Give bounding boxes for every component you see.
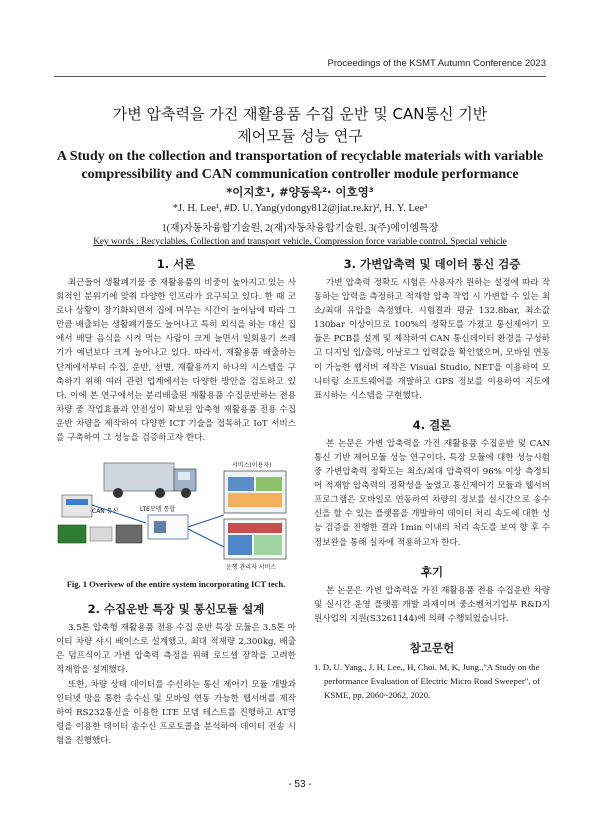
can-module-icon <box>62 495 92 517</box>
controller-board-icon <box>58 525 142 543</box>
korean-title-line2: 제어모듈 성능 연구 <box>237 127 363 145</box>
korean-title-line1: 가변 압축력을 가진 재활용품 수집 운반 및 CAN통신 기반 <box>112 105 488 123</box>
references-heading: 참고문헌 <box>409 640 455 655</box>
reference-item: 1. D, U. Yang., J, H, Lee., H, Choi. M, K, Jung.,"A Study on the performance Evaluation of Electric Micro Road Sweeper", of KSME, pp. 2060~2062, 2020. <box>314 661 541 700</box>
section2-paragraph2: 또한, 차량 상태 데이터를 수신하는 통신 제어기 모듈 개발과 인터넷 망을 통한 송수신 및 모바일 연동 가능한 웹서버를 제작하여 RS232통신을 이용한 LTE 모뎀 테스트를 진행하고 AT명령을 이용한 데이터 송수신 프로토콜을 분석하여 데이터 전송 시험을 진행했다. <box>56 679 296 746</box>
english-title: A Study on the collection and transportation of recyclable materials with variable compressibility and CAN communication controller module performance <box>56 149 544 182</box>
page-number: - 53 - <box>288 779 312 790</box>
management-monitor-icon <box>224 519 286 559</box>
can-label: CAN 통신 <box>92 508 119 516</box>
section3-paragraph: 가변 압축력 정확도 시험은 사용자가 원하는 설정에 따라 작동하는 압력을 측정하고 적재함 압축 작업 시 가변할 수 있는 최소/최대 유압을 측정했다. 시험결과 평균 132.8bar, 최소값 130bar 이상이므로 100%의 정확도를 가졌고 통신제어기 모듈은 PCB를 설계 및 제작하여 CAN 통신데이터 환경을 구성하고 디지털 입/출력, 아날로그 입력값을 확인했으며, 모바일 연동이 가능한 웹서버 제작은 Visual Studio, NET을 이용하여 모니터링 소프트웨어를 개발하고 GPS 정보를 이용하여 지도에 표시하는 시스템을 구현했다. <box>314 278 550 401</box>
conference-header: Proceedings of the KSMT Autumn Conference 2023 <box>327 58 546 69</box>
authors-english: *J. H. Lee¹, #D. U. Yang(ydongy812@jiat.re.kr)², H. Y. Lee³ <box>172 203 428 214</box>
system-figure <box>56 455 296 573</box>
section-heading-2: 2. 수집운반 특장 및 통신모듈 설계 <box>87 602 265 617</box>
section4-paragraph: 본 논문은 가변 압축력을 가진 재활용품 수집운반 및 CAN통신 기반 제어모듈 성능 연구이다. 특장 모듈에 대한 성능시험 중 가변압축력 정확도는 최소/최대 압축력이 96% 이상 측정되어 적재함 압축력의 정확성을 높였고 통신제어기 모듈과 웹서버 프로그램은 모바일로 연동하여 차량의 정보를 실시간으로 송수신을 할 수 있는 플랫폼을 개발하여 데이터 처리 속도에 대한 성능 검증을 진행한 결과 1min 이내의 처리 속도를 보여 향 후 수정보완을 통해 실차에 적용하고자 한다. <box>314 438 550 548</box>
section-heading-intro: 1. 서론 <box>156 257 196 271</box>
intro-paragraph: 최근들어 생활폐기물 중 재활용품의 비중이 높아지고 있는 사회적인 분위기에 맞춰 다양한 인프라가 요구되고 있다. 한 때 코로나 상황이 장기화되면서 집에 머무는 시간이 늘어남에 따라 그만큼 배출되는 생활폐기물도 늘어나고 특히 외식을 하는 대신 집에서 배달 음식을 시켜 먹는 사람이 크게 늘면서 일회용기 쓰레기가 예년보다 크게 늘어나고 있다. 따라서, 재활용품 배출하는 단계에서부터 수집, 운반, 선별, 재활용까지 하나의 시스템을 구축하기 위해 여러 관련 업계에서는 다양한 방안을 검토하고 있다. 이에 본 연구에서는 분리배출된 재활용품 수집운반하는 전용 차량 중 작업효율과 안전성이 확보된 압축형 재활용품 전용 수집운반 차량을 제작하여 다양한 ICT 기술을 접목하고 IoT 서비스를 구축하여 그 성능을 검증하고자 한다. <box>56 278 296 444</box>
right-column <box>314 256 550 702</box>
section-heading-3: 3. 가변압축력 및 데이터 통신 검증 <box>343 257 521 271</box>
section-heading-4: 4. 결론 <box>412 417 452 432</box>
affiliations: 1(재)자동차융합기술원, 2(재)자동차융합기술원, 3(주)에이엠특장 <box>161 223 439 234</box>
acknowledgement-heading: 후기 <box>420 564 444 579</box>
acknowledgement-paragraph: 본 논문은 가변 압축력을 가진 재활용품 전용 수집운반 차량 및 실시간 운영 플랫폼 개발 과제이며 중소벤처기업부 R&D지원사업의 지원(S3261144)에 의해 수행되었습니다. <box>314 585 550 624</box>
left-column <box>56 256 296 748</box>
header-rule <box>54 76 546 77</box>
authors-korean: *이지호¹, #양동욱²· 이호영³ <box>226 185 374 199</box>
lte-label: LTE모뎀 통합 <box>140 506 176 514</box>
lte-modem-icon <box>148 515 188 539</box>
management-label: 운행 관리자 서비스 <box>226 564 277 572</box>
system-diagram <box>56 455 296 573</box>
server-monitor-icon <box>224 471 286 513</box>
figure-caption: Fig. 1 Overivew of the entire system incorporating ICT tech. <box>66 579 286 590</box>
section2-paragraph1: 3.5톤 압축형 재활용품 전용 수집 운반 특장 모듈은 3.5톤 마이티 차량 샤시 베이스로 설계했고, 최대 적재량 2,300kg, 배출은 덤프식이고 가변 압축력 측정을 위해 로드셀 장착을 고려한 적재함을 설계했다. <box>56 623 296 676</box>
korean-title <box>0 103 600 147</box>
server-label: 서비스(이용자) <box>232 462 272 470</box>
keywords: Key words : Recyclables, Collection and transport vehicle, Compression force variable control, Special vehicle <box>93 237 507 247</box>
